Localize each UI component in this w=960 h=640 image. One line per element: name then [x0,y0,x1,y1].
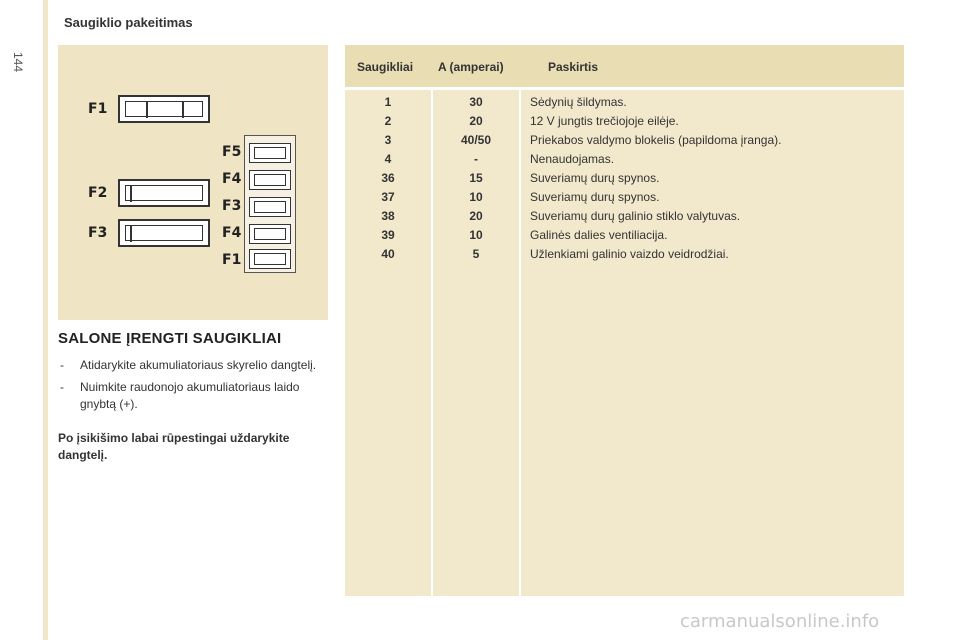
fuse-purpose: Suveriamų durų spynos. [530,171,660,185]
fuse-diagram [58,45,328,320]
table-row [345,150,904,169]
fuse-number: 4 [384,152,392,166]
header-fuses: Saugikliai [357,60,414,74]
side-rule [43,0,48,640]
fuse-amps: 20 [469,114,483,128]
fuse-purpose: Priekabos valdymo blokelis (papildoma įranga). [530,133,782,147]
header-amps: A (amperai) [438,60,504,74]
section-title: SALONE ĮRENGTI SAUGIKLIAI [58,330,282,347]
fuse-amps: 15 [469,171,483,185]
fuse-purpose: 12 V jungtis trečiojoje eilėje. [530,114,679,128]
fuse-label-right-5: F1 [222,252,242,268]
big-fuse-left-1 [118,95,210,123]
fuse-number: 3 [384,133,392,147]
fuse-purpose: Suveriamų durų galinio stiklo valytuvas. [530,209,741,223]
small-fuse-2 [249,170,291,190]
small-fuse-5 [249,249,291,269]
instruction-list [58,357,328,418]
fuse-number: 36 [381,171,395,185]
fuse-number: 37 [381,190,395,204]
page-number: 144 [11,51,25,73]
table-row [345,207,904,226]
fuse-number: 1 [384,95,392,109]
header-purpose: Paskirtis [548,60,599,74]
fuse-amps: 20 [469,209,483,223]
table-row [345,93,904,112]
table-row [345,226,904,245]
small-fuse-1 [249,143,291,163]
fuse-amps: - [474,152,478,166]
fuse-amps: 30 [469,95,483,109]
fuse-label-left-2: F2 [88,185,108,201]
fuse-amps: 5 [472,247,480,261]
table-row [345,188,904,207]
fuse-label-right-1: F5 [222,144,242,160]
list-dash: - [60,358,64,372]
table-row [345,131,904,150]
big-fuse-left-3 [118,219,210,247]
list-dash: - [60,380,64,394]
fuse-number: 40 [381,247,395,261]
fuse-label-right-2: F4 [222,171,242,187]
fuse-amps: 10 [469,190,483,204]
fuse-number: 38 [381,209,395,223]
fuse-amps: 40/50 [460,133,492,147]
fuse-label-left-3: F3 [88,225,108,241]
table-row [345,112,904,131]
fuse-purpose: Sėdynių šildymas. [530,95,627,109]
header-divider [345,87,904,90]
small-fuse-holder [244,135,296,273]
small-fuse-4 [249,224,291,244]
header-title: Saugiklio pakeitimas [64,15,193,30]
small-fuse-3 [249,197,291,217]
fuse-label-right-3: F3 [222,198,242,214]
fuse-table [345,45,904,596]
fuse-number: 2 [384,114,392,128]
fuse-label-left-1: F1 [88,101,108,117]
table-row [345,245,904,264]
closing-note: Po įsikišimo labai rūpestingai uždarykite dangtelį. [58,431,290,462]
instruction-item [58,357,328,374]
fuse-number: 39 [381,228,395,242]
big-fuse-left-2 [118,179,210,207]
instruction-text: Nuimkite raudonojo akumuliatoriaus laido gnybtą (+). [80,380,300,411]
watermark: carmanualsonline.info [680,611,880,632]
fuse-purpose: Galinės dalies ventiliacija. [530,228,668,242]
table-header [345,45,904,87]
fuse-purpose: Suveriamų durų spynos. [530,190,660,204]
fuse-purpose: Užlenkiami galinio vaizdo veidrodžiai. [530,247,729,261]
instruction-item [58,379,328,413]
table-row [345,169,904,188]
fuse-label-right-4: F4 [222,225,242,241]
fuse-purpose: Nenaudojamas. [530,152,615,166]
instruction-text: Atidarykite akumuliatoriaus skyrelio dangtelį. [80,358,317,372]
fuse-amps: 10 [469,228,483,242]
